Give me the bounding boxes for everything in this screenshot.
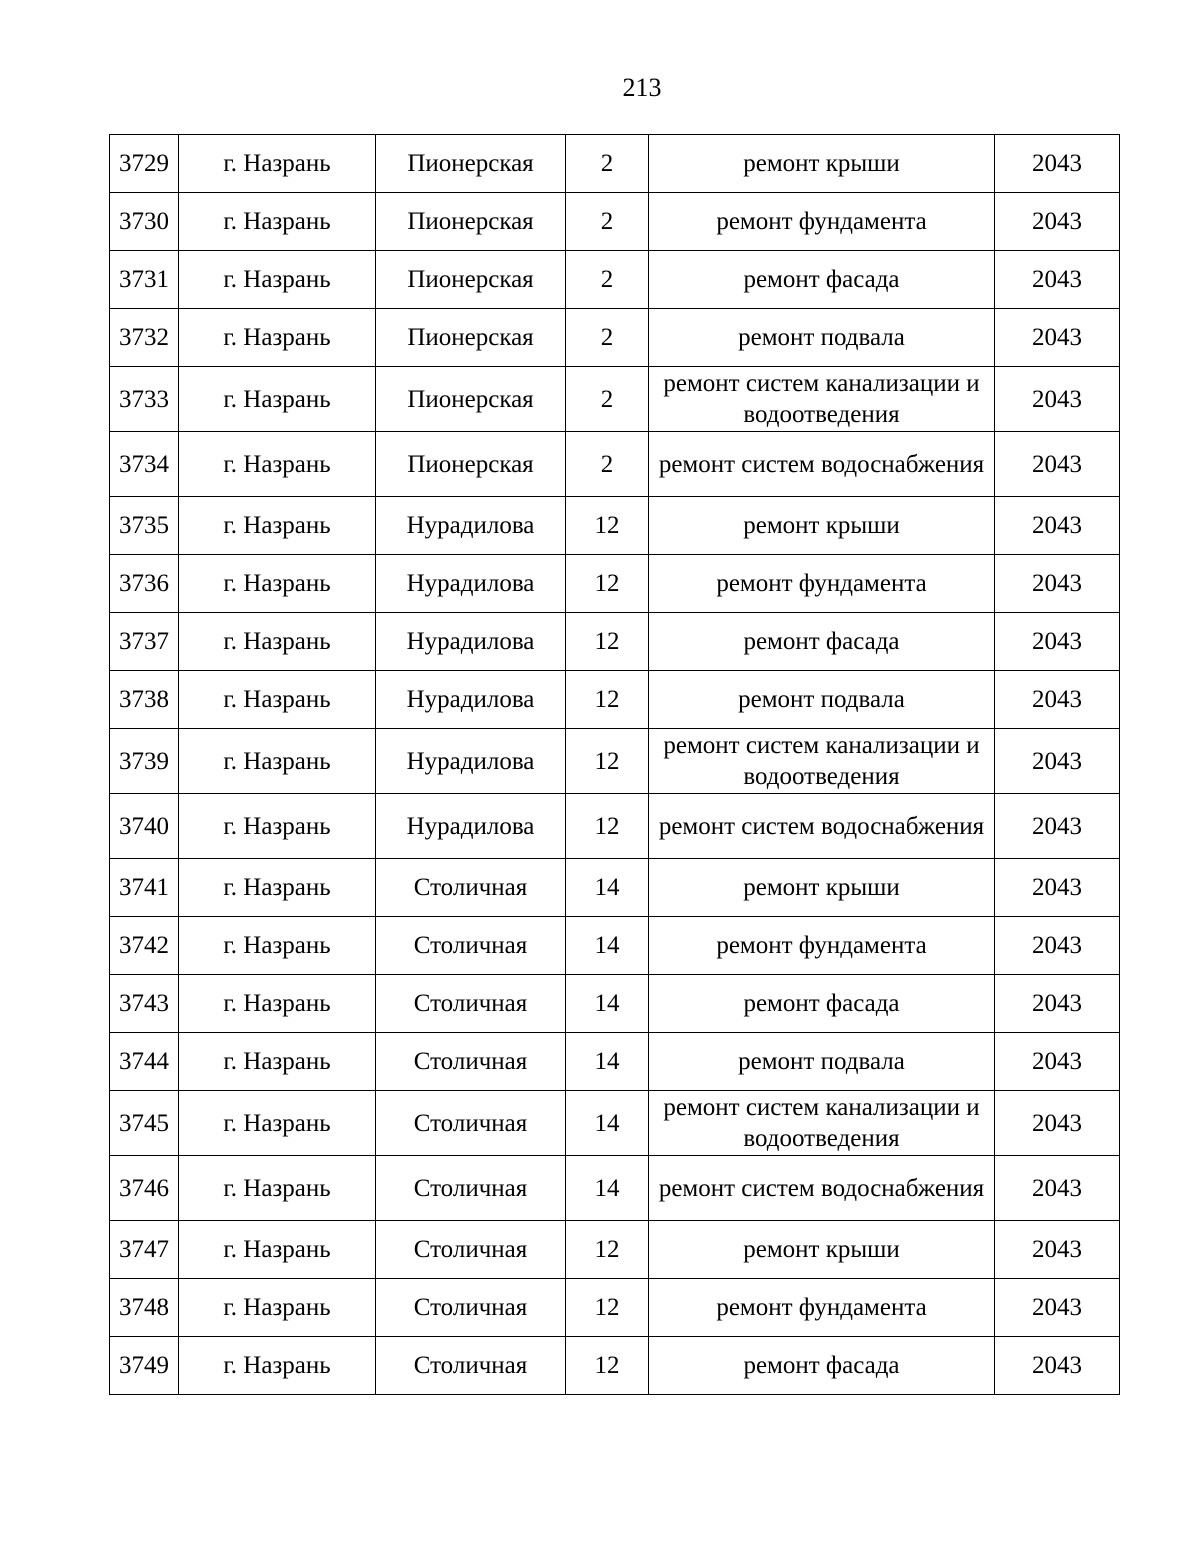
year-cell: 2043 [995, 367, 1120, 432]
work-type-cell: ремонт систем канализации и водоотведения [649, 1091, 995, 1156]
house-cell: 2 [566, 309, 649, 367]
city-cell: г. Назрань [179, 1091, 376, 1156]
work-type-cell: ремонт фасада [649, 251, 995, 309]
table-row [110, 1033, 1120, 1091]
city-cell: г. Назрань [179, 309, 376, 367]
house-cell: 14 [566, 1156, 649, 1221]
year-cell: 2043 [995, 1221, 1120, 1279]
work-type-cell: ремонт крыши [649, 497, 995, 555]
table-row [110, 729, 1120, 794]
city-cell: г. Назрань [179, 367, 376, 432]
row-number-cell: 3748 [110, 1279, 179, 1337]
year-cell: 2043 [995, 251, 1120, 309]
row-number-cell: 3743 [110, 975, 179, 1033]
city-cell: г. Назрань [179, 432, 376, 497]
year-cell: 2043 [995, 859, 1120, 917]
table-row [110, 1337, 1120, 1395]
table-row [110, 1221, 1120, 1279]
house-cell: 14 [566, 917, 649, 975]
house-cell: 2 [566, 135, 649, 193]
year-cell: 2043 [995, 135, 1120, 193]
work-type-cell: ремонт фундамента [649, 1279, 995, 1337]
street-cell: Столичная [376, 1221, 566, 1279]
year-cell: 2043 [995, 555, 1120, 613]
street-cell: Нурадилова [376, 613, 566, 671]
row-number-cell: 3732 [110, 309, 179, 367]
work-type-cell: ремонт систем водоснабжения [649, 432, 995, 497]
city-cell: г. Назрань [179, 193, 376, 251]
year-cell: 2043 [995, 671, 1120, 729]
house-cell: 2 [566, 432, 649, 497]
house-cell: 12 [566, 794, 649, 859]
work-type-cell: ремонт фасада [649, 975, 995, 1033]
row-number-cell: 3749 [110, 1337, 179, 1395]
street-cell: Столичная [376, 1337, 566, 1395]
house-cell: 14 [566, 975, 649, 1033]
street-cell: Нурадилова [376, 671, 566, 729]
table-row [110, 859, 1120, 917]
table-row [110, 497, 1120, 555]
house-cell: 12 [566, 555, 649, 613]
street-cell: Столичная [376, 1091, 566, 1156]
work-type-cell: ремонт подвала [649, 309, 995, 367]
street-cell: Пионерская [376, 251, 566, 309]
row-number-cell: 3738 [110, 671, 179, 729]
year-cell: 2043 [995, 975, 1120, 1033]
work-type-cell: ремонт крыши [649, 859, 995, 917]
year-cell: 2043 [995, 193, 1120, 251]
city-cell: г. Назрань [179, 251, 376, 309]
row-number-cell: 3742 [110, 917, 179, 975]
table-row [110, 613, 1120, 671]
year-cell: 2043 [995, 613, 1120, 671]
city-cell: г. Назрань [179, 135, 376, 193]
house-cell: 12 [566, 1337, 649, 1395]
row-number-cell: 3736 [110, 555, 179, 613]
row-number-cell: 3733 [110, 367, 179, 432]
row-number-cell: 3735 [110, 497, 179, 555]
street-cell: Нурадилова [376, 794, 566, 859]
row-number-cell: 3746 [110, 1156, 179, 1221]
city-cell: г. Назрань [179, 917, 376, 975]
street-cell: Столичная [376, 917, 566, 975]
row-number-cell: 3731 [110, 251, 179, 309]
works-table [109, 134, 1120, 1395]
house-cell: 2 [566, 367, 649, 432]
year-cell: 2043 [995, 1156, 1120, 1221]
table-row [110, 1279, 1120, 1337]
work-type-cell: ремонт систем водоснабжения [649, 1156, 995, 1221]
city-cell: г. Назрань [179, 671, 376, 729]
year-cell: 2043 [995, 917, 1120, 975]
table-row [110, 1156, 1120, 1221]
street-cell: Нурадилова [376, 555, 566, 613]
table-row [110, 917, 1120, 975]
street-cell: Пионерская [376, 135, 566, 193]
table-row [110, 432, 1120, 497]
year-cell: 2043 [995, 794, 1120, 859]
year-cell: 2043 [995, 497, 1120, 555]
street-cell: Пионерская [376, 193, 566, 251]
work-type-cell: ремонт систем канализации и водоотведения [649, 367, 995, 432]
house-cell: 12 [566, 497, 649, 555]
work-type-cell: ремонт фасада [649, 1337, 995, 1395]
row-number-cell: 3740 [110, 794, 179, 859]
city-cell: г. Назрань [179, 1221, 376, 1279]
work-type-cell: ремонт подвала [649, 671, 995, 729]
house-cell: 12 [566, 1221, 649, 1279]
table-row [110, 135, 1120, 193]
row-number-cell: 3737 [110, 613, 179, 671]
row-number-cell: 3741 [110, 859, 179, 917]
work-type-cell: ремонт систем водоснабжения [649, 794, 995, 859]
work-type-cell: ремонт фундамента [649, 917, 995, 975]
street-cell: Пионерская [376, 367, 566, 432]
row-number-cell: 3744 [110, 1033, 179, 1091]
city-cell: г. Назрань [179, 497, 376, 555]
house-cell: 12 [566, 1279, 649, 1337]
city-cell: г. Назрань [179, 613, 376, 671]
house-cell: 12 [566, 671, 649, 729]
year-cell: 2043 [995, 729, 1120, 794]
house-cell: 2 [566, 251, 649, 309]
work-type-cell: ремонт фундамента [649, 555, 995, 613]
street-cell: Столичная [376, 1033, 566, 1091]
table-row [110, 671, 1120, 729]
city-cell: г. Назрань [179, 794, 376, 859]
city-cell: г. Назрань [179, 729, 376, 794]
house-cell: 14 [566, 1033, 649, 1091]
year-cell: 2043 [995, 432, 1120, 497]
row-number-cell: 3730 [110, 193, 179, 251]
table-row [110, 975, 1120, 1033]
table-row [110, 794, 1120, 859]
work-type-cell: ремонт крыши [649, 135, 995, 193]
year-cell: 2043 [995, 309, 1120, 367]
house-cell: 14 [566, 859, 649, 917]
house-cell: 2 [566, 193, 649, 251]
street-cell: Пионерская [376, 432, 566, 497]
table-row [110, 1091, 1120, 1156]
year-cell: 2043 [995, 1337, 1120, 1395]
work-type-cell: ремонт фасада [649, 613, 995, 671]
row-number-cell: 3729 [110, 135, 179, 193]
street-cell: Столичная [376, 1156, 566, 1221]
city-cell: г. Назрань [179, 555, 376, 613]
row-number-cell: 3734 [110, 432, 179, 497]
work-type-cell: ремонт подвала [649, 1033, 995, 1091]
street-cell: Столичная [376, 859, 566, 917]
year-cell: 2043 [995, 1033, 1120, 1091]
work-type-cell: ремонт крыши [649, 1221, 995, 1279]
street-cell: Столичная [376, 1279, 566, 1337]
table-row [110, 555, 1120, 613]
city-cell: г. Назрань [179, 1156, 376, 1221]
city-cell: г. Назрань [179, 859, 376, 917]
house-cell: 12 [566, 613, 649, 671]
house-cell: 14 [566, 1091, 649, 1156]
city-cell: г. Назрань [179, 1337, 376, 1395]
street-cell: Нурадилова [376, 497, 566, 555]
street-cell: Нурадилова [376, 729, 566, 794]
page-number: 213 [622, 73, 662, 102]
city-cell: г. Назрань [179, 1279, 376, 1337]
year-cell: 2043 [995, 1279, 1120, 1337]
table-row [110, 309, 1120, 367]
street-cell: Пионерская [376, 309, 566, 367]
city-cell: г. Назрань [179, 1033, 376, 1091]
work-type-cell: ремонт фундамента [649, 193, 995, 251]
table-row [110, 251, 1120, 309]
row-number-cell: 3745 [110, 1091, 179, 1156]
house-cell: 12 [566, 729, 649, 794]
row-number-cell: 3747 [110, 1221, 179, 1279]
table-row [110, 193, 1120, 251]
table-row [110, 367, 1120, 432]
year-cell: 2043 [995, 1091, 1120, 1156]
city-cell: г. Назрань [179, 975, 376, 1033]
row-number-cell: 3739 [110, 729, 179, 794]
work-type-cell: ремонт систем канализации и водоотведения [649, 729, 995, 794]
street-cell: Столичная [376, 975, 566, 1033]
